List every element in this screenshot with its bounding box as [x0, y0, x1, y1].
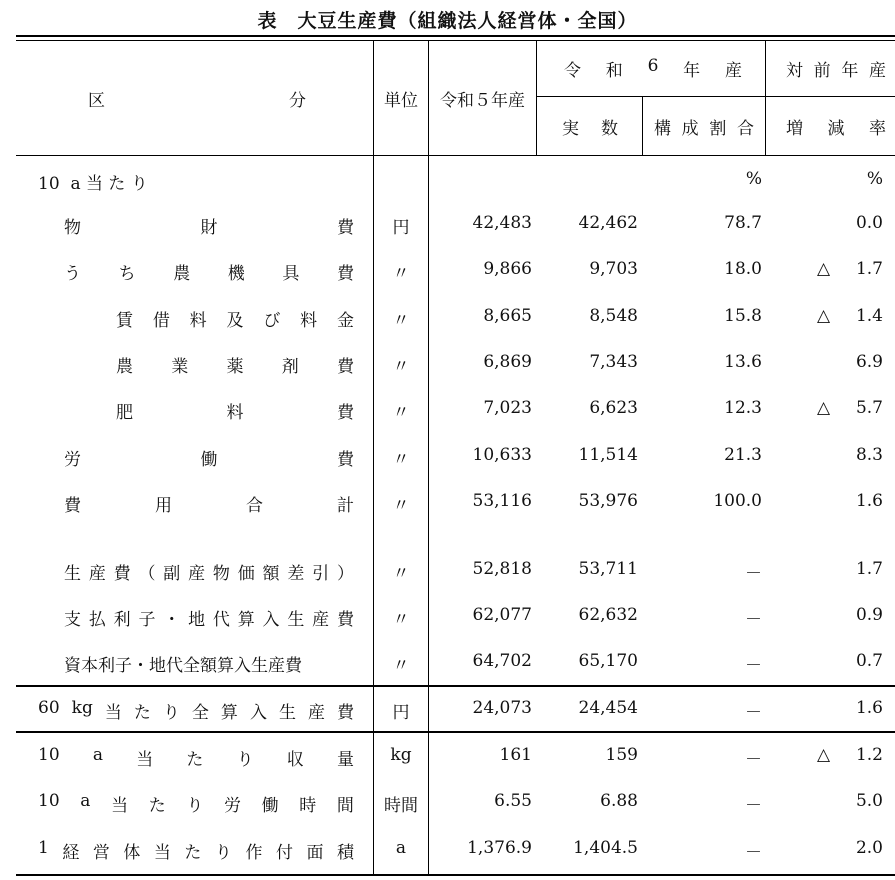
row-label — [38, 838, 354, 863]
row-label-char: 計 — [337, 496, 354, 516]
row-label-char: 産 — [312, 610, 330, 630]
row-change: 6.9 — [855, 352, 883, 372]
row-label-char: 産 — [88, 564, 106, 584]
row-cur-value: 8,548 — [589, 306, 638, 326]
row-label-char: 費 — [64, 496, 81, 516]
row-cur-value: 1,404.5 — [573, 838, 638, 858]
row-label-char: 当 — [111, 796, 129, 816]
row-label-char: 収 — [286, 750, 304, 770]
row-label-char: 財 — [200, 218, 218, 238]
row-label-char: 量 — [337, 750, 354, 770]
top-rule-thick — [16, 35, 895, 37]
row-label-char: 地 — [188, 610, 206, 630]
row-label — [116, 398, 354, 423]
row-label-char: り — [162, 703, 180, 723]
header-zogen: 増 減 率 — [786, 119, 886, 139]
row-label-char: 子 — [138, 610, 156, 630]
row-cur-value: 11,514 — [578, 445, 638, 465]
row-label-char: 剤 — [281, 357, 299, 377]
section-rule-1 — [16, 685, 895, 687]
row-change: 1.4 — [855, 306, 883, 326]
row-prev-value: 161 — [499, 745, 532, 765]
row-label-char: 労 — [223, 796, 241, 816]
header-mid-rule — [536, 96, 895, 97]
row-unit: a — [395, 838, 407, 858]
row-change: 1.7 — [855, 559, 883, 579]
row-ratio: － — [745, 750, 762, 770]
row-label — [38, 791, 354, 816]
row-unit: 〃 — [392, 357, 410, 377]
row-label-char: 利 — [113, 610, 131, 630]
row-prev-value: 6.55 — [494, 791, 532, 811]
row-change: 5.0 — [855, 791, 883, 811]
row-label-char: ・ — [163, 610, 181, 630]
row-label-char: ） — [336, 564, 354, 584]
row-prev-value: 9,866 — [483, 259, 532, 279]
row-cur-value: 53,711 — [578, 559, 638, 579]
row-label-char: 支 — [64, 610, 81, 630]
row-label-char: た — [148, 796, 166, 816]
row-label-char: 業 — [171, 357, 189, 377]
row-label-char: 農 — [116, 357, 133, 377]
row-prev-value: 10,633 — [472, 445, 532, 465]
row-unit: 〃 — [392, 311, 410, 331]
row-unit: 〃 — [392, 610, 410, 630]
row-prev-value: 52,818 — [472, 559, 532, 579]
row-cur-value: 6,623 — [589, 398, 638, 418]
decrease-triangle: △ — [817, 398, 831, 418]
row-label-char: 薬 — [226, 357, 244, 377]
row-label-char: う — [64, 264, 81, 284]
row-label-char: a — [92, 745, 103, 765]
row-prev-value: 6,869 — [483, 352, 532, 372]
row-ratio: － — [745, 656, 762, 676]
row-label — [64, 491, 354, 516]
row-ratio: － — [745, 703, 762, 723]
row-label-char: た — [186, 750, 204, 770]
row-label-char: 面 — [306, 843, 324, 863]
row-label — [116, 352, 354, 377]
decrease-triangle: △ — [817, 306, 831, 326]
row-unit: 〃 — [392, 656, 410, 676]
vrule-kosei-right — [765, 40, 766, 156]
row-label-char: 60 — [38, 698, 60, 718]
row-label-char: り — [236, 750, 254, 770]
row-label-char: 及 — [226, 311, 244, 331]
row-label-char: 資本利子・地代全額算入生産費 — [64, 656, 302, 676]
row-label-char: 料 — [300, 311, 318, 331]
row-unit: 時間 — [384, 796, 418, 816]
row-label-char: a — [80, 791, 91, 811]
row-cur-value: 7,343 — [589, 352, 638, 372]
row-label-char: 費 — [336, 610, 354, 630]
row-label-char: 算 — [220, 703, 238, 723]
row-label-char: り — [214, 843, 232, 863]
row-ratio: 100.0 — [713, 491, 762, 511]
row-label-char: 積 — [336, 843, 354, 863]
row-change: 5.7 — [855, 398, 883, 418]
row-label-char: 代 — [212, 610, 230, 630]
row-label-char: 営 — [92, 843, 110, 863]
row-cur-value: 159 — [605, 745, 638, 765]
row-label-char: 費 — [337, 450, 354, 470]
row-cur-value: 24,454 — [578, 698, 638, 718]
row-label-char: 10 — [38, 791, 60, 811]
row-label-char: 産 — [188, 564, 206, 584]
row-label-char: 入 — [249, 703, 267, 723]
row-unit: kg — [390, 745, 412, 765]
table-title: 表 大豆生産費（組織法人経営体・全国） — [257, 10, 638, 32]
row-prev-value: 64,702 — [472, 651, 532, 671]
header-kubun: 区 分 — [88, 91, 306, 111]
row-unit: 円 — [392, 218, 410, 238]
row-label-char: 費 — [337, 218, 354, 238]
row-change: 0.9 — [855, 605, 883, 625]
section-10a-label: 10 a 当 た り — [38, 174, 148, 194]
row-ratio: － — [745, 564, 762, 584]
row-prev-value: 62,077 — [472, 605, 532, 625]
row-label-char: 額 — [262, 564, 280, 584]
row-change: 1.6 — [855, 698, 883, 718]
vrule-prev-right — [536, 40, 537, 156]
row-label-char: 副 — [163, 564, 181, 584]
row-label-char: 料 — [226, 403, 244, 423]
top-rule-thin — [16, 40, 895, 41]
row-label-char: （ — [138, 564, 156, 584]
row-change: 0.0 — [855, 213, 883, 233]
row-label-char: 生 — [278, 703, 296, 723]
row-label-char: 1 — [38, 838, 49, 858]
row-label-char: 費 — [337, 357, 354, 377]
row-unit: 〃 — [392, 450, 410, 470]
row-label-char: 生 — [64, 564, 81, 584]
row-label-char: 費 — [113, 564, 131, 584]
row-label-char: 当 — [153, 843, 171, 863]
row-label-char: 時 — [299, 796, 317, 816]
row-change: 1.2 — [855, 745, 883, 765]
row-unit: 〃 — [392, 564, 410, 584]
vrule-jissu-right — [642, 96, 643, 156]
row-label-char: 差 — [287, 564, 305, 584]
row-label-char: 肥 — [116, 403, 133, 423]
row-label-char: 産 — [307, 703, 325, 723]
row-label-char: 費 — [336, 703, 354, 723]
row-label-char: 賃 — [116, 311, 133, 331]
bottom-rule — [16, 874, 895, 876]
header-cur-year: 令 和 6 年 産 — [564, 56, 742, 81]
row-ratio: 12.3 — [724, 398, 762, 418]
row-label-char: 具 — [282, 264, 300, 284]
row-label-char: た — [133, 703, 151, 723]
row-change: 1.6 — [855, 491, 883, 511]
row-label-char: 用 — [155, 496, 172, 516]
row-change: 8.3 — [855, 445, 883, 465]
row-label-char: 合 — [246, 496, 263, 516]
row-label-char: 当 — [136, 750, 154, 770]
row-label-char: 料 — [189, 311, 207, 331]
row-unit: 円 — [392, 703, 410, 723]
row-label-char: た — [184, 843, 202, 863]
header-prev-year: 令和５年産 — [440, 91, 525, 111]
row-ratio: － — [745, 796, 762, 816]
row-unit: 〃 — [392, 496, 410, 516]
row-label-char: 労 — [64, 450, 81, 470]
row-label-char: り — [186, 796, 204, 816]
row-label-char: 働 — [200, 450, 218, 470]
row-ratio: 78.7 — [724, 213, 762, 233]
row-label — [116, 306, 354, 331]
row-label-char: 価 — [237, 564, 255, 584]
percent-symbol-change: % — [866, 169, 883, 189]
row-label — [64, 445, 354, 470]
percent-symbol-ratio: % — [745, 169, 762, 189]
row-prev-value: 8,665 — [483, 306, 532, 326]
row-unit: 〃 — [392, 264, 410, 284]
row-ratio: 13.6 — [724, 352, 762, 372]
row-label-char: 払 — [88, 610, 106, 630]
row-cur-value: 65,170 — [578, 651, 638, 671]
row-ratio: 18.0 — [724, 259, 762, 279]
header-kosei: 構 成 割 合 — [654, 119, 754, 139]
row-label-char: 全 — [191, 703, 209, 723]
row-label-char: 物 — [212, 564, 230, 584]
row-label-char: 機 — [227, 264, 245, 284]
row-label — [64, 651, 354, 676]
decrease-triangle: △ — [817, 745, 831, 765]
row-change: 2.0 — [855, 838, 883, 858]
row-label-char: 入 — [262, 610, 280, 630]
row-ratio: 15.8 — [724, 306, 762, 326]
row-label-char: 10 — [38, 745, 60, 765]
row-label-char: kg — [71, 698, 93, 718]
row-prev-value: 24,073 — [472, 698, 532, 718]
row-ratio: － — [745, 843, 762, 863]
row-prev-value: 1,376.9 — [467, 838, 532, 858]
decrease-triangle: △ — [817, 259, 831, 279]
row-label — [64, 213, 354, 238]
row-label — [38, 745, 354, 770]
header-bottom-rule — [16, 155, 895, 156]
row-label — [64, 259, 354, 284]
row-change: 1.7 — [855, 259, 883, 279]
row-label-char: 体 — [123, 843, 141, 863]
row-prev-value: 42,483 — [472, 213, 532, 233]
row-label-char: 農 — [173, 264, 191, 284]
row-label-char: 金 — [336, 311, 354, 331]
row-unit: 〃 — [392, 403, 410, 423]
row-label — [64, 559, 354, 584]
row-label-char: 付 — [275, 843, 293, 863]
header-taizen: 対 前 年 産 — [786, 61, 886, 81]
row-cur-value: 6.88 — [600, 791, 638, 811]
row-change: 0.7 — [855, 651, 883, 671]
row-prev-value: 53,116 — [472, 491, 532, 511]
section-rule-2 — [16, 731, 895, 733]
row-ratio: 21.3 — [724, 445, 762, 465]
row-prev-value: 7,023 — [483, 398, 532, 418]
row-label-char: 働 — [261, 796, 279, 816]
row-label-char: 生 — [287, 610, 305, 630]
row-label-char: 費 — [336, 264, 354, 284]
row-cur-value: 62,632 — [578, 605, 638, 625]
row-label — [38, 698, 354, 723]
row-label-char: 間 — [336, 796, 354, 816]
row-label-char: び — [263, 311, 281, 331]
header-jissu: 実 数 — [562, 119, 618, 139]
row-label-char: 費 — [337, 403, 354, 423]
row-ratio: － — [745, 610, 762, 630]
row-label-char: 経 — [62, 843, 80, 863]
row-label-char: 作 — [245, 843, 263, 863]
row-label-char: 借 — [152, 311, 170, 331]
row-label-char: 当 — [104, 703, 122, 723]
row-cur-value: 9,703 — [589, 259, 638, 279]
row-label — [64, 605, 354, 630]
row-cur-value: 42,462 — [578, 213, 638, 233]
row-label-char: ち — [118, 264, 136, 284]
row-label-char: 物 — [64, 218, 81, 238]
row-label-char: 引 — [312, 564, 330, 584]
row-cur-value: 53,976 — [578, 491, 638, 511]
row-label-char: 算 — [237, 610, 255, 630]
header-unit: 単位 — [384, 91, 418, 111]
